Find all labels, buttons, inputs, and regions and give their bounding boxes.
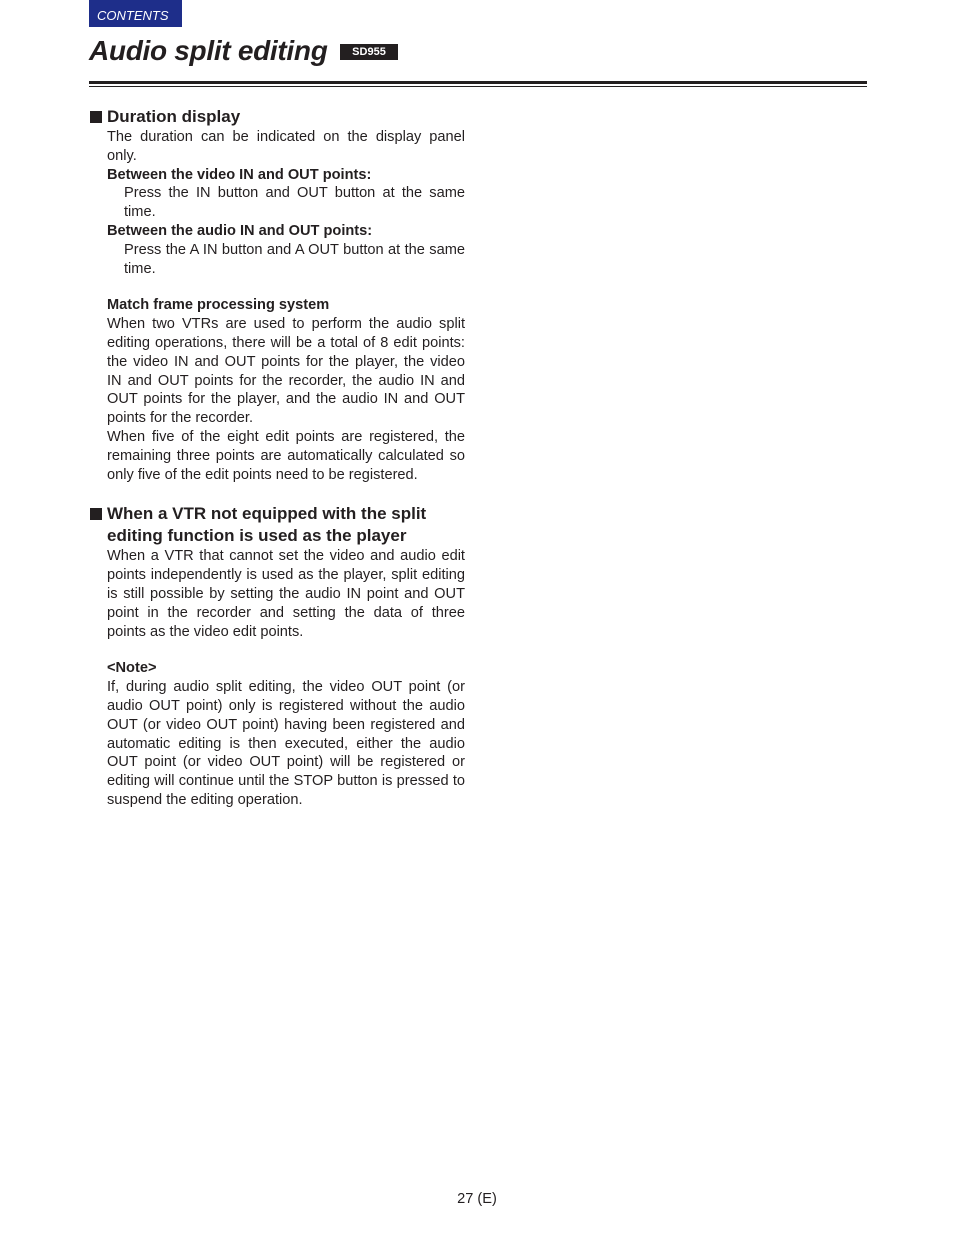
section-heading-vtr-player-text: When a VTR not equipped with the split editing function is used as the player [107, 504, 427, 546]
model-badge: SD955 [340, 44, 398, 60]
page-title: Audio split editing [89, 35, 328, 66]
page-number: 27 (E) [457, 1191, 497, 1207]
vtr-player-text: When a VTR that cannot set the video and audio edit points independently is used as the player, split editing is still possible by setting the audio IN point and OUT point in the recorder and setting the data of three points as the video edit points. [107, 548, 465, 640]
section-heading-duration-text: Duration display [107, 107, 241, 126]
match-frame-text-2: When five of the eight edit points are registered, the remaining three points are automatically calculated so only five of the edit points need to be registered. [107, 428, 465, 483]
spacer [89, 484, 465, 503]
video-points-heading: Between the video IN and OUT points: [107, 166, 372, 183]
contents-link[interactable]: CONTENTS [89, 0, 182, 27]
spacer [89, 278, 465, 296]
video-points-text: Press the IN button and OUT button at the same time. [124, 185, 465, 221]
note-heading: <Note> [107, 660, 157, 677]
black-square-icon [90, 111, 102, 123]
section-heading-vtr-player [89, 503, 465, 547]
spacer [89, 641, 465, 659]
title-rule-thin [89, 86, 867, 87]
main-column [89, 106, 465, 810]
audio-points-heading: Between the audio IN and OUT points: [107, 222, 373, 239]
note-text: If, during audio split editing, the video OUT point (or audio OUT point) only is registered without the audio OUT (or video OUT point) having been registered and automatic editing is then executed, either the audio OUT point (or video OUT point) will be registered or editing will continue until the STOP button is pressed to suspend the editing operation. [107, 679, 465, 808]
match-frame-heading: Match frame processing system [107, 297, 330, 314]
title-rule-thick [89, 81, 867, 84]
match-frame-text-1: When two VTRs are used to perform the audio split editing operations, there will be a total of 8 edit points: the video IN and OUT points for the player, the video IN and OUT points for the recorder, the audio IN and OUT points for the player, and the audio IN and OUT points for the recorder. [107, 316, 465, 427]
black-square-icon [90, 508, 102, 520]
audio-points-text: Press the A IN button and A OUT button at the same time. [124, 241, 465, 277]
duration-intro: The duration can be indicated on the display panel only. [107, 129, 465, 164]
section-heading-duration [89, 106, 465, 128]
